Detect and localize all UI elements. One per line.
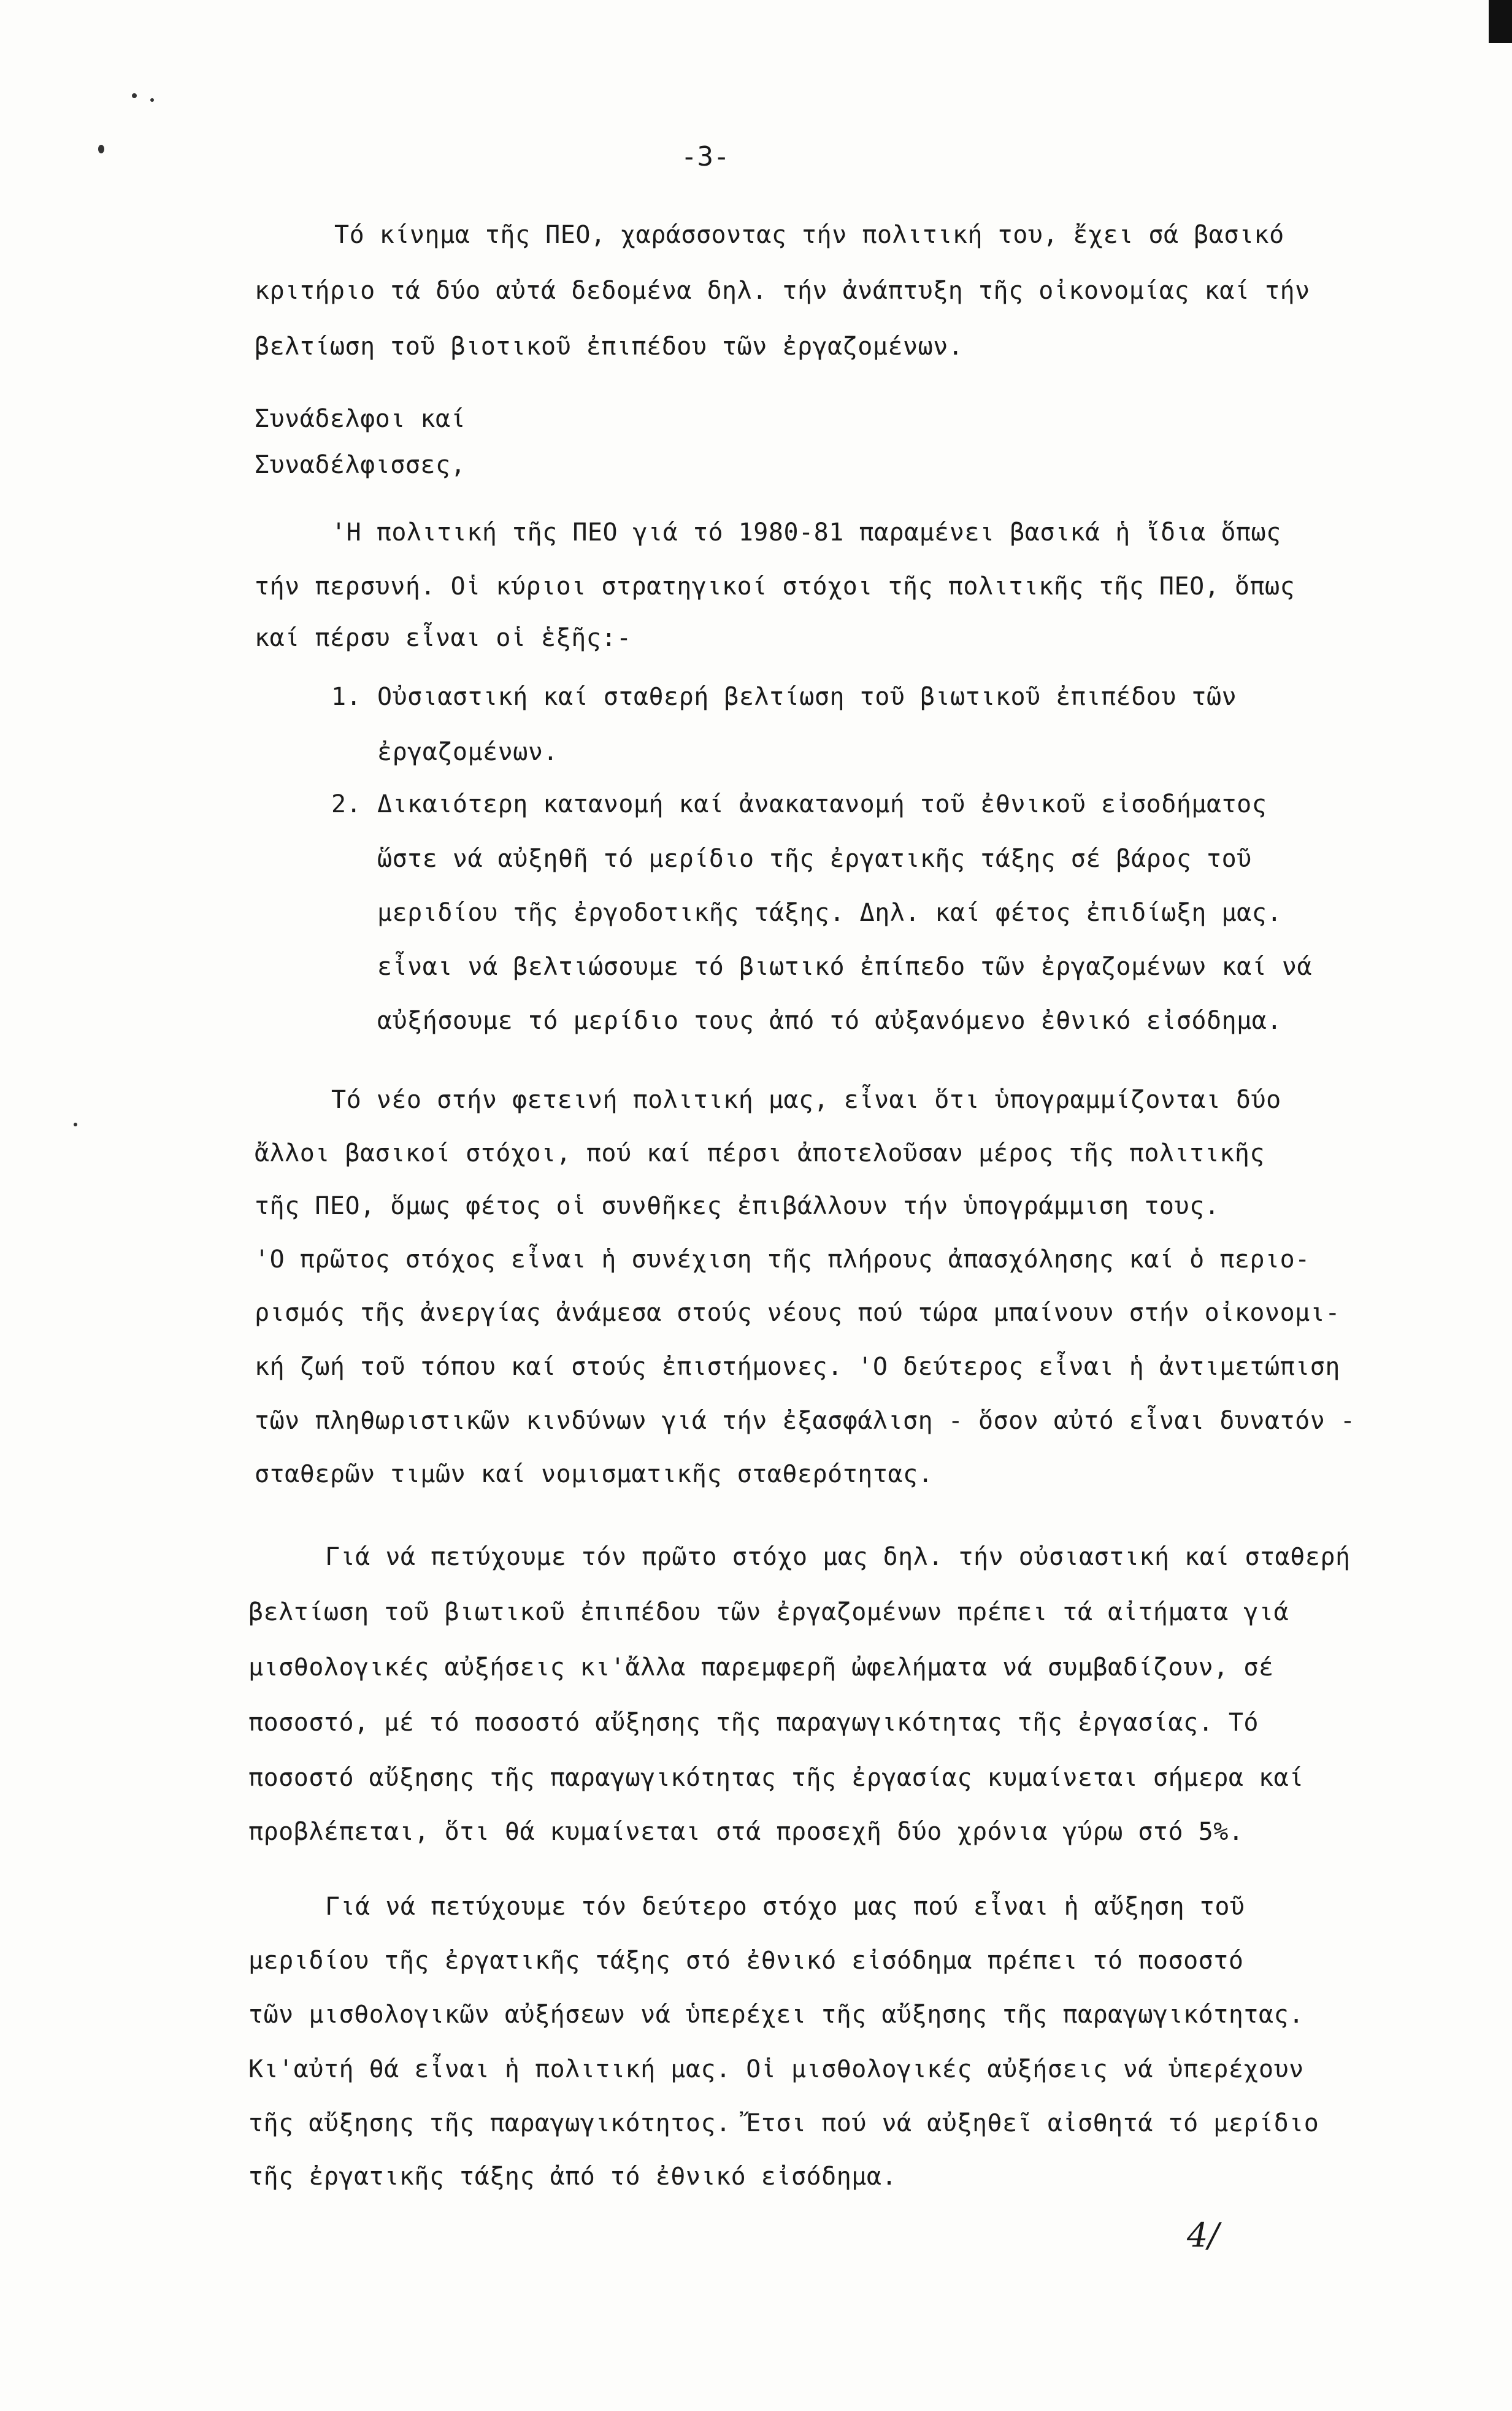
text-line: ρισμός τῆς ἀνεργίας ἀνάμεσα στούς νέους πού τώρα μπαίνουν στήν οἰκονομι- xyxy=(255,1299,1340,1327)
text-line: τῆς ΠΕΟ, ὅμως φέτος οἱ συνθῆκες ἐπιβάλλουν τήν ὑπογράμμιση τους. xyxy=(255,1192,1220,1220)
text-line: Τό κίνημα τῆς ΠΕΟ, χαράσσοντας τήν πολιτική του, ἔχει σά βασικό xyxy=(334,221,1284,249)
text-line: 'Ο πρῶτος στόχος εἶναι ἡ συνέχιση τῆς πλήρους ἀπασχόλησης καί ὁ περιο- xyxy=(255,1245,1310,1274)
text-line: ἄλλοι βασικοί στόχοι, πού καί πέρσι ἀποτελοῦσαν μέρος τῆς πολιτικῆς xyxy=(255,1139,1265,1167)
text-line: μεριδίου τῆς ἐργατικῆς τάξης στό ἐθνικό εἰσόδημα πρέπει τό ποσοστό xyxy=(248,1947,1244,1975)
text-line: τῆς αὔξησης τῆς παραγωγικότητος. Ἔτσι πού νά αὐξηθεῖ αἰσθητά τό μερίδιο xyxy=(248,2109,1319,2137)
text-line: κή ζωή τοῦ τόπου καί στούς ἐπιστήμονες. 'Ο δεύτερος εἶναι ἡ ἀντιμετώπιση xyxy=(255,1353,1340,1381)
scan-edge-mark xyxy=(1489,0,1512,43)
text-line: μισθολογικές αὐξήσεις κι'ἄλλα παρεμφερῆ ὠφελήματα νά συμβαδίζουν, σέ xyxy=(248,1653,1274,1682)
list-item-line: εἶναι νά βελτιώσουμε τό βιωτικό ἐπίπεδο τῶν ἐργαζομένων καί νά xyxy=(377,953,1313,981)
scan-speck xyxy=(98,145,104,153)
text-line: Γιά νά πετύχουμε τόν δεύτερο στόχο μας πού εἶναι ἡ αὔξηση τοῦ xyxy=(325,1893,1245,1921)
list-item-line: ἐργαζομένων. xyxy=(377,738,558,766)
scan-speck xyxy=(132,93,137,98)
text-line: βελτίωση τοῦ βιοτικοῦ ἐπιπέδου τῶν ἐργαζομένων. xyxy=(255,333,964,361)
text-line: τήν περσυνή. Οἱ κύριοι στρατηγικοί στόχοι τῆς πολιτικῆς τῆς ΠΕΟ, ὅπως xyxy=(255,572,1295,601)
list-marker: 2. xyxy=(331,790,362,818)
list-item-line: ὥστε νά αὐξηθῆ τό μερίδιο τῆς ἐργατικῆς τάξης σέ βάρος τοῦ xyxy=(377,845,1252,873)
salutation-line: Συνάδελφοι καί xyxy=(255,405,466,433)
scan-speck xyxy=(150,98,154,102)
text-line: τῶν μισθολογικῶν αὐξήσεων νά ὑπερέχει τῆς αὔξησης τῆς παραγωγικότητας. xyxy=(248,2001,1304,2029)
page-number: -3- xyxy=(681,141,730,172)
text-line: τῆς ἐργατικῆς τάξης ἀπό τό ἐθνικό εἰσόδημα. xyxy=(248,2163,897,2191)
text-line: Κι'αὐτή θά εἶναι ἡ πολιτική μας. Οἱ μισθολογικές αὐξήσεις νά ὑπερέχουν xyxy=(248,2055,1304,2083)
text-line: σταθερῶν τιμῶν καί νομισματικῆς σταθερότητας. xyxy=(255,1460,934,1488)
scan-speck xyxy=(74,1123,77,1126)
text-line: τῶν πληθωριστικῶν κινδύνων γιά τήν ἐξασφάλιση - ὅσον αὐτό εἶναι δυνατόν - xyxy=(255,1407,1356,1435)
text-line: ποσοστό, μέ τό ποσοστό αὔξησης τῆς παραγωγικότητας τῆς ἐργασίας. Τό xyxy=(248,1709,1259,1737)
salutation-line: Συναδέλφισσες, xyxy=(255,451,466,479)
text-line: προβλέπεται, ὅτι θά κυμαίνεται στά προσεχῆ δύο χρόνια γύρω στό 5%. xyxy=(248,1818,1244,1846)
list-item-line: αὐξήσουμε τό μερίδιο τους ἀπό τό αὐξανόμενο ἐθνικό εἰσόδημα. xyxy=(377,1007,1282,1035)
text-line: Γιά νά πετύχουμε τόν πρῶτο στόχο μας δηλ. τήν οὐσιαστική καί σταθερή xyxy=(325,1543,1351,1571)
list-item-line: Δικαιότερη κατανομή καί ἀνακατανομή τοῦ ἐθνικοῦ εἰσοδήματος xyxy=(377,790,1267,818)
list-marker: 1. xyxy=(331,683,362,711)
text-line: 'Η πολιτική τῆς ΠΕΟ γιά τό 1980-81 παραμένει βασικά ἡ ἴδια ὅπως xyxy=(331,518,1281,547)
text-line: βελτίωση τοῦ βιωτικοῦ ἐπιπέδου τῶν ἐργαζομένων πρέπει τά αἰτήματα γιά xyxy=(248,1598,1289,1626)
list-item-line: Οὐσιαστική καί σταθερή βελτίωση τοῦ βιωτικοῦ ἐπιπέδου τῶν xyxy=(377,683,1237,711)
text-line: καί πέρσυ εἶναι οἱ ἑξῆς:- xyxy=(255,624,632,652)
next-page-marker: 4/ xyxy=(1187,2216,1219,2255)
list-item-line: μεριδίου τῆς ἐργοδοτικῆς τάξης. Δηλ. καί φέτος ἐπιδίωξη μας. xyxy=(377,899,1282,927)
text-line: ποσοστό αὔξησης τῆς παραγωγικότητας τῆς ἐργασίας κυμαίνεται σήμερα καί xyxy=(248,1764,1304,1792)
text-line: Τό νέο στήν φετεινή πολιτική μας, εἶναι ὅτι ὑπογραμμίζονται δύο xyxy=(331,1086,1281,1114)
text-line: κριτήριο τά δύο αὐτά δεδομένα δηλ. τήν ἀνάπτυξη τῆς οἰκονομίας καί τήν xyxy=(255,277,1310,305)
